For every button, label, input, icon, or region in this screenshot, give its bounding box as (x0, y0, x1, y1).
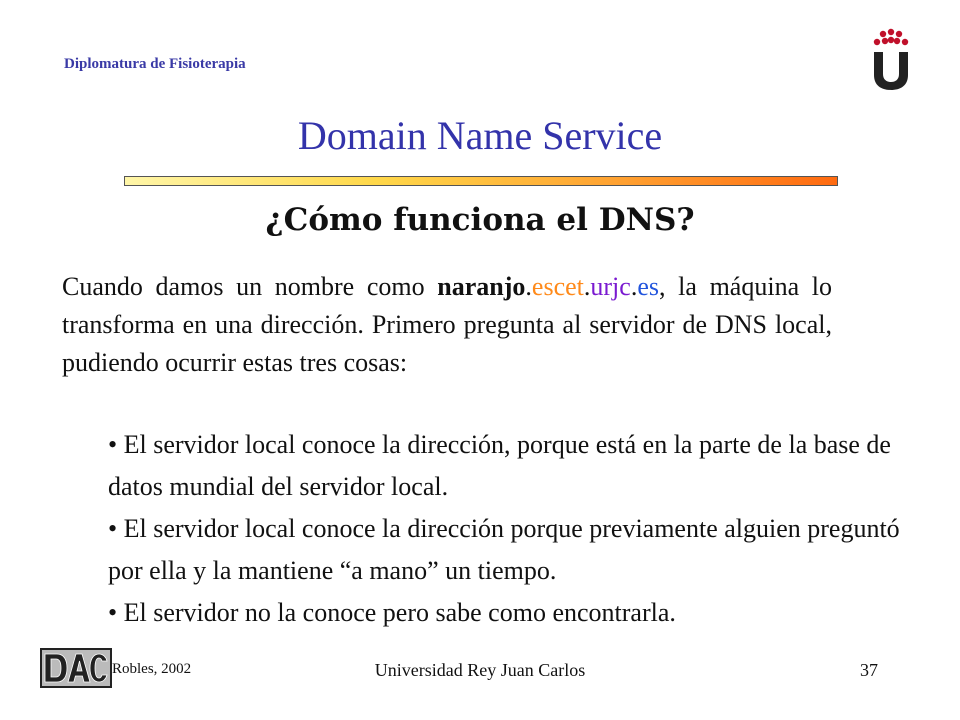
hostname-part-escet: escet (531, 272, 584, 301)
hostname (437, 272, 659, 301)
intro-text-after: , la máquina lo transforma en una dirección. Primero pregunta al servidor de DNS local, pudiendo ocurrir estas tres cosas: (62, 272, 833, 377)
intro-text-before: Cuando damos un nombre como (62, 272, 438, 301)
bullet-item: • El servidor no la conoce pero sabe como encontrarla. (108, 598, 676, 627)
title-divider (124, 176, 838, 186)
slide-subtitle: ¿Cómo funciona el DNS? (265, 202, 695, 238)
page-number: 37 (860, 660, 878, 680)
bullet-item: • El servidor local conoce la dirección porque previamente alguien preguntó por ella y la mantiene “a mano” un tiempo. (108, 514, 900, 585)
footer-institution: Universidad Rey Juan Carlos (374, 660, 586, 680)
intro-paragraph (62, 268, 832, 382)
hostname-dot: . (583, 272, 591, 301)
hostname-part-naranjo: naranjo (437, 272, 526, 301)
hostname-part-urjc: urjc (590, 272, 631, 301)
course-label: Diplomatura de Fisioterapia (64, 56, 246, 72)
university-logo-icon (866, 28, 916, 92)
hostname-dot: . (630, 272, 638, 301)
hostname-dot: . (525, 272, 532, 301)
hostname-part-es: es (637, 272, 659, 301)
footer-author: Robles, 2002 (112, 661, 192, 677)
bullet-item: • El servidor local conoce la dirección, porque está en la parte de la base de datos mundial del servidor local. (108, 430, 891, 501)
bullet-list (108, 424, 908, 634)
slide-title: Domain Name Service (297, 113, 663, 158)
